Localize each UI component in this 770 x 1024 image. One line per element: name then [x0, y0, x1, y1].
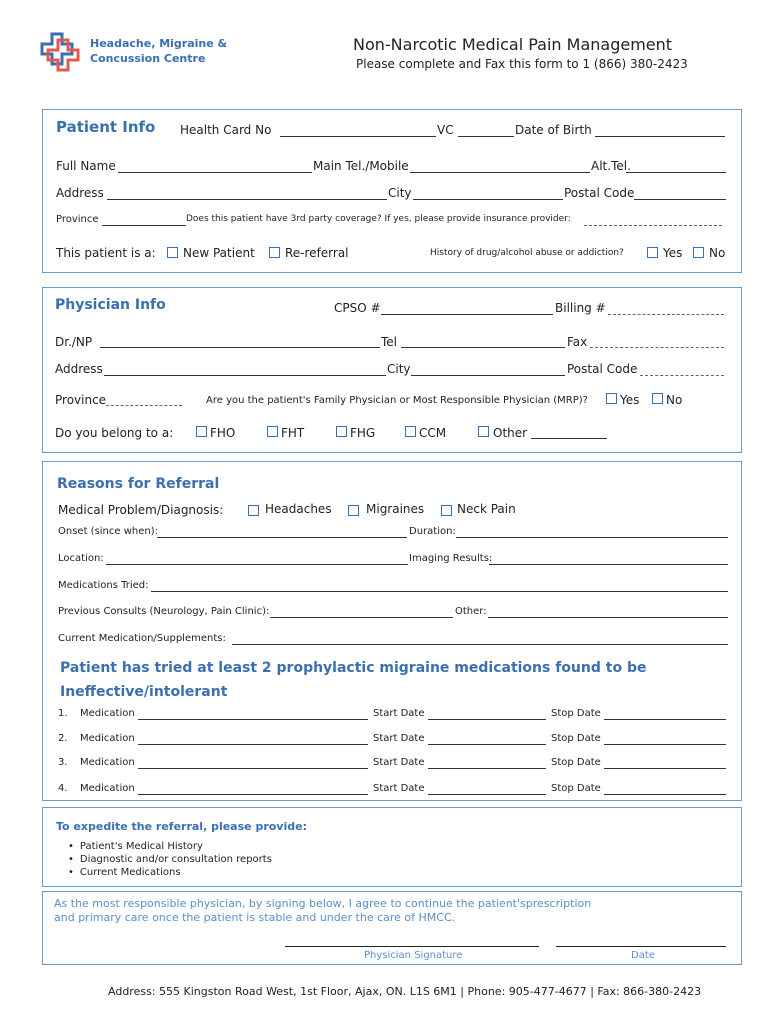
full-name-label: Full Name: [56, 159, 116, 173]
neck-pain-checkbox[interactable]: [441, 505, 452, 516]
medication-field[interactable]: [138, 768, 368, 769]
stop-date-label: Stop Date: [551, 708, 601, 719]
ccm-checkbox[interactable]: [405, 426, 416, 437]
history-yes-checkbox[interactable]: [647, 247, 658, 258]
footer-contact: Address: 555 Kingston Road West, 1st Floor, Ajax, ON. L1S 6M1 | Phone: 905-477-4677 | Fax: 866-380-2423: [108, 985, 702, 998]
medication-label: Medication: [80, 783, 135, 794]
alt-tel-label: Alt.Tel.: [591, 159, 631, 173]
physician-postal-label: Postal Code: [567, 362, 638, 376]
mrp-yes-label: Yes: [620, 393, 640, 407]
start-date-field[interactable]: [428, 794, 546, 795]
coverage-question: Does this patient have 3rd party coverage? If yes, please provide insurance provider:: [186, 214, 571, 224]
fho-checkbox[interactable]: [196, 426, 207, 437]
medication-number: 3.: [58, 757, 68, 768]
physician-city-field[interactable]: [411, 375, 565, 376]
meds-tried-label: Medications Tried:: [58, 580, 149, 591]
physician-city-label: City: [387, 362, 411, 376]
fhg-checkbox[interactable]: [336, 426, 347, 437]
ccm-label: CCM: [419, 426, 447, 440]
current-meds-label: Current Medication/Supplements:: [58, 633, 226, 644]
other-field[interactable]: [531, 438, 607, 439]
physician-province-label: Province: [55, 393, 107, 407]
patient-info-heading: Patient Info: [56, 118, 156, 136]
physician-signature-field[interactable]: [285, 946, 539, 947]
signature-date-label: Date: [631, 950, 655, 961]
dr-field[interactable]: [100, 347, 380, 348]
start-date-label: Start Date: [373, 757, 425, 768]
migraines-label: Migraines: [366, 502, 425, 516]
imaging-label: Imaging Results:: [409, 553, 493, 564]
physician-tel-field[interactable]: [401, 347, 565, 348]
diagnosis-label: Medical Problem/Diagnosis:: [58, 503, 224, 517]
other-label: Other: [493, 426, 528, 440]
history-yes-label: Yes: [663, 246, 683, 260]
city-field[interactable]: [413, 199, 563, 200]
fho-label: FHO: [210, 426, 236, 440]
list-item: • Current Medications: [68, 866, 272, 879]
city-label: City: [388, 186, 412, 200]
mrp-no-checkbox[interactable]: [652, 393, 663, 404]
duration-label: Duration:: [409, 526, 456, 537]
start-date-label: Start Date: [373, 733, 425, 744]
physician-fax-field[interactable]: [590, 347, 724, 348]
meds-tried-field[interactable]: [151, 591, 728, 592]
location-field[interactable]: [106, 564, 408, 565]
medication-number: 4.: [58, 783, 68, 794]
physician-fax-label: Fax: [567, 335, 588, 349]
physician-address-field[interactable]: [104, 375, 386, 376]
start-date-field[interactable]: [428, 768, 546, 769]
vc-label: VC: [437, 123, 454, 137]
duration-field[interactable]: [456, 537, 728, 538]
address-field[interactable]: [107, 199, 387, 200]
imaging-field[interactable]: [489, 564, 728, 565]
mrp-no-label: No: [666, 393, 683, 407]
mrp-question: Are you the patient's Family Physician or Most Responsible Physician (MRP)?: [206, 395, 588, 406]
re-referral-checkbox[interactable]: [269, 247, 280, 258]
onset-label: Onset (since when):: [58, 526, 159, 537]
current-meds-field[interactable]: [232, 644, 728, 645]
fht-checkbox[interactable]: [267, 426, 278, 437]
vc-field[interactable]: [458, 136, 514, 137]
signature-statement-line1: As the most responsible physician, by signing below, I agree to continue the patient'sprescription: [54, 897, 592, 910]
page-subtitle: Please complete and Fax this form to 1 (866) 380-2423: [356, 57, 688, 71]
patient-type-label: This patient is a:: [56, 246, 156, 260]
dr-label: Dr./NP: [55, 335, 93, 349]
physician-tel-label: Tel: [381, 335, 398, 349]
main-tel-field[interactable]: [410, 172, 590, 173]
headaches-label: Headaches: [265, 502, 332, 516]
medication-field[interactable]: [138, 719, 368, 720]
mrp-yes-checkbox[interactable]: [606, 393, 617, 404]
consults-other-field[interactable]: [488, 617, 728, 618]
stop-date-label: Stop Date: [551, 733, 601, 744]
main-tel-label: Main Tel./Mobile: [313, 159, 409, 173]
stop-date-field[interactable]: [604, 794, 726, 795]
prophylactic-heading-line1: Patient has tried at least 2 prophylactic migraine medications found to be: [60, 660, 647, 676]
postal-label: Postal Code: [564, 186, 635, 200]
alt-tel-field[interactable]: [626, 172, 726, 173]
stop-date-label: Stop Date: [551, 783, 601, 794]
new-patient-label: New Patient: [183, 246, 255, 260]
new-patient-checkbox[interactable]: [167, 247, 178, 258]
medication-number: 2.: [58, 733, 68, 744]
list-item: • Diagnostic and/or consultation reports: [68, 853, 272, 866]
onset-field[interactable]: [157, 537, 407, 538]
province-field[interactable]: [102, 225, 186, 226]
list-item: • Patient's Medical History: [68, 840, 272, 853]
address-label: Address: [56, 186, 104, 200]
previous-consults-field[interactable]: [270, 617, 453, 618]
org-name-line1: Headache, Migraine &: [90, 37, 228, 50]
medication-field[interactable]: [138, 744, 368, 745]
start-date-label: Start Date: [373, 708, 425, 719]
expedite-heading: To expedite the referral, please provide:: [56, 820, 307, 833]
physician-province-field[interactable]: [106, 405, 182, 406]
full-name-field[interactable]: [118, 172, 312, 173]
fht-label: FHT: [281, 426, 305, 440]
org-name-line2: Concussion Centre: [90, 52, 206, 65]
signature-statement-line2: and primary care once the patient is stable and under the care of HMCC.: [54, 911, 456, 924]
history-question: History of drug/alcohol abuse or addiction?: [430, 248, 624, 258]
health-card-label: Health Card No: [180, 123, 272, 137]
history-no-label: No: [709, 246, 726, 260]
province-label: Province: [56, 214, 99, 225]
medication-label: Medication: [80, 708, 135, 719]
referral-heading: Reasons for Referral: [57, 476, 220, 492]
billing-label: Billing #: [555, 301, 606, 315]
migraines-checkbox[interactable]: [348, 505, 359, 516]
logo-mark-icon: [38, 30, 84, 74]
postal-field[interactable]: [634, 199, 726, 200]
page-title: Non-Narcotic Medical Pain Management: [353, 35, 673, 54]
re-referral-label: Re-referral: [285, 246, 349, 260]
insurance-field[interactable]: [584, 225, 722, 226]
neck-pain-label: Neck Pain: [457, 502, 516, 516]
other-checkbox[interactable]: [478, 426, 489, 437]
expedite-list: [68, 840, 272, 879]
history-no-checkbox[interactable]: [693, 247, 704, 258]
stop-date-label: Stop Date: [551, 757, 601, 768]
belong-label: Do you belong to a:: [55, 426, 174, 440]
billing-field[interactable]: [608, 314, 724, 315]
logo: [38, 30, 84, 74]
stop-date-field[interactable]: [604, 744, 726, 745]
cpso-field[interactable]: [381, 314, 553, 315]
previous-consults-label: Previous Consults (Neurology, Pain Clinic):: [58, 606, 270, 617]
physician-address-label: Address: [55, 362, 103, 376]
dob-label: Date of Birth: [515, 123, 592, 137]
prophylactic-heading-line2: Ineffective/intolerant: [60, 684, 228, 700]
medication-label: Medication: [80, 757, 135, 768]
cpso-label: CPSO #: [334, 301, 381, 315]
dob-field[interactable]: [595, 136, 725, 137]
physician-signature-label: Physician Signature: [364, 950, 463, 961]
start-date-field[interactable]: [428, 744, 546, 745]
headaches-checkbox[interactable]: [248, 505, 259, 516]
physician-info-heading: Physician Info: [55, 297, 166, 313]
stop-date-field[interactable]: [604, 768, 726, 769]
fhg-label: FHG: [350, 426, 376, 440]
stop-date-field[interactable]: [604, 719, 726, 720]
physician-postal-field[interactable]: [640, 375, 724, 376]
health-card-field[interactable]: [280, 136, 436, 137]
medication-number: 1.: [58, 708, 68, 719]
medication-label: Medication: [80, 733, 135, 744]
consults-other-label: Other:: [455, 606, 487, 617]
start-date-label: Start Date: [373, 783, 425, 794]
location-label: Location:: [58, 553, 104, 564]
start-date-field[interactable]: [428, 719, 546, 720]
medication-field[interactable]: [138, 794, 368, 795]
signature-date-field[interactable]: [556, 946, 726, 947]
